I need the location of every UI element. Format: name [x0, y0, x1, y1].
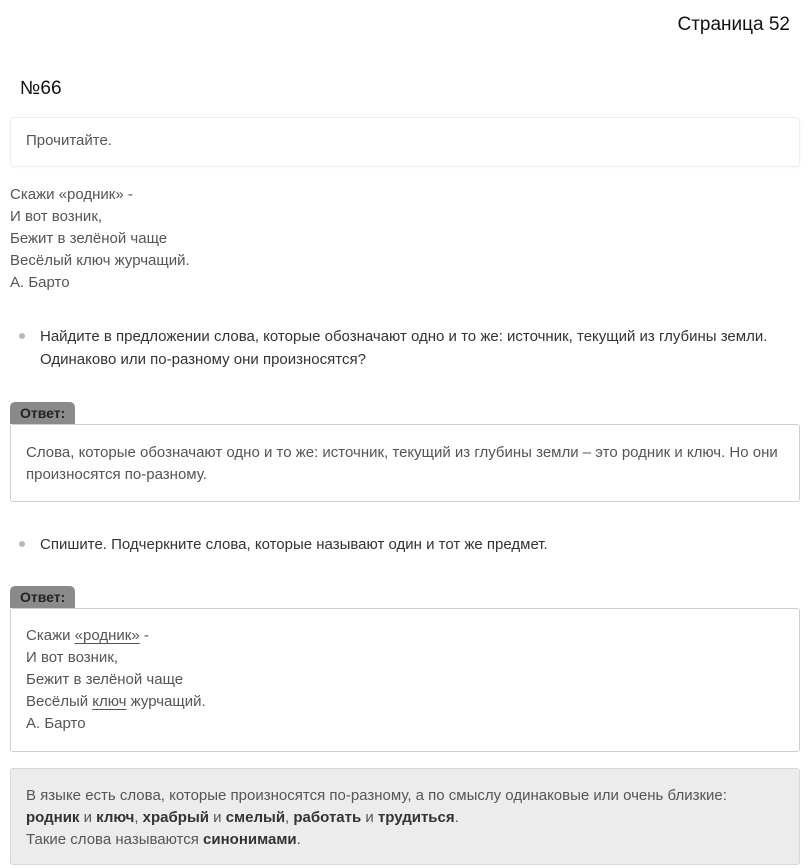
poem-line: Скажи «родник» - [10, 186, 133, 203]
answer-box-1 [10, 424, 800, 502]
answer-2-text: - [139, 627, 149, 644]
answer-2-line-1 [26, 625, 784, 647]
bold-term: синонимами [203, 831, 297, 848]
bullet-icon [19, 333, 25, 339]
info-text: . [296, 831, 301, 848]
answer-2-line-2: И вот возник, [26, 649, 119, 666]
answer-label-2: Ответ: [10, 586, 75, 608]
poem-author: А. Барто [10, 274, 70, 291]
bold-term: ключ [96, 809, 135, 826]
answer-2-text: Скажи [26, 627, 75, 644]
question-1-text: Найдите в предложении слова, которые обозначают одно и то же: источник, текущий из глубины земли. Одинаково или по-разному они произносятся? [40, 328, 768, 368]
info-text: . [454, 809, 459, 826]
info-paragraph-1 [26, 785, 784, 829]
answer-2-text: Весёлый [26, 693, 93, 710]
underlined-word: ключ [92, 693, 127, 710]
bold-term: работать [293, 809, 362, 826]
info-text: , [285, 809, 294, 826]
answer-box-2 [10, 608, 800, 752]
info-box [10, 768, 800, 865]
answer-2-author: А. Барто [26, 715, 86, 732]
question-2 [19, 533, 789, 556]
bold-term: трудиться [377, 809, 455, 826]
answer-1-text: Слова, которые обозначают одно и то же: источник, текущий из глубины земли – это родник и ключ. Но они произносятся по-разному. [26, 444, 778, 483]
info-text: , [134, 809, 143, 826]
bold-term: смелый [225, 809, 286, 826]
info-text: и [79, 809, 97, 826]
question-1 [19, 325, 789, 371]
bold-term: родник [26, 809, 80, 826]
poem-line: И вот возник, [10, 208, 103, 225]
poem [10, 184, 190, 294]
bold-term: храбрый [142, 809, 209, 826]
bullet-icon [19, 541, 25, 547]
answer-label-1: Ответ: [10, 402, 75, 424]
answer-2-line-4 [26, 691, 784, 713]
info-text: и [361, 809, 378, 826]
poem-line: Весёлый ключ журчащий. [10, 252, 190, 269]
info-paragraph-2 [26, 829, 784, 851]
info-text: и [208, 809, 226, 826]
info-text: В языке есть слова, которые произносятся по-разному, а по смыслу одинаковые или очень близкие: [26, 787, 727, 804]
answer-2-line-3: Бежит в зелёной чаще [26, 671, 184, 688]
question-2-text: Спишите. Подчеркните слова, которые называют один и тот же предмет. [40, 536, 548, 553]
answer-2-text: журчащий. [126, 693, 206, 710]
page-number: Страница 52 [677, 14, 790, 35]
instruction-box [10, 117, 800, 167]
poem-line: Бежит в зелёной чаще [10, 230, 168, 247]
task-number: №66 [20, 78, 62, 99]
instruction-text: Прочитайте. [26, 132, 112, 149]
info-text: Такие слова называются [26, 831, 204, 848]
underlined-word: «родник» [74, 627, 140, 644]
